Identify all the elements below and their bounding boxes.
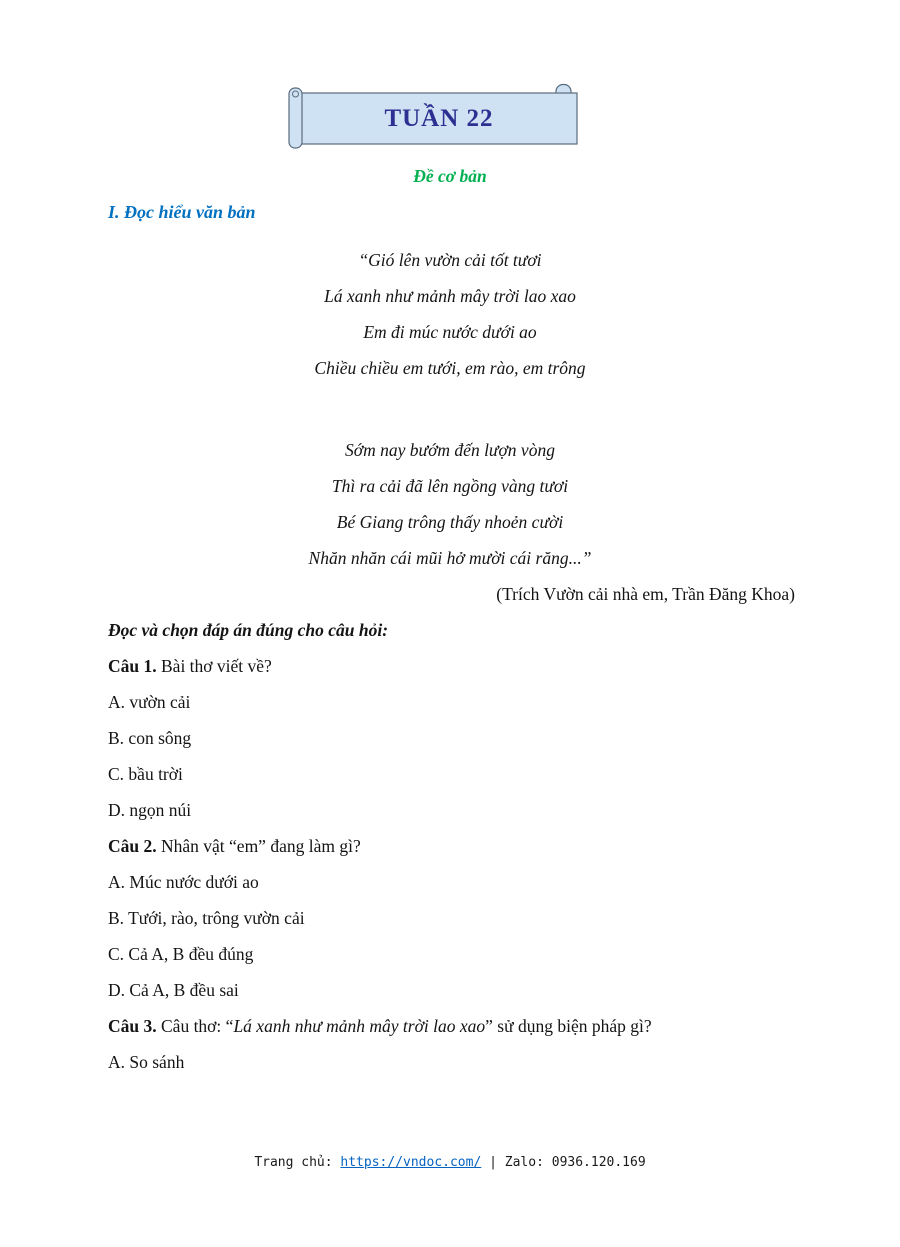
- banner-title: TUẦN 22: [384, 104, 494, 132]
- poem-attribution: (Trích Vườn cải nhà em, Trần Đăng Khoa): [496, 584, 795, 604]
- subtitle: Đề cơ bản: [413, 166, 487, 186]
- question-1-option-c: C. bầu trời: [108, 764, 183, 784]
- question-3-option-a: A. So sánh: [108, 1052, 185, 1072]
- poem-line: “Gió lên vườn cải tốt tươi: [358, 250, 542, 270]
- poem-line: Thì ra cải đã lên ngồng vàng tươi: [331, 476, 569, 496]
- question-quoted-verse: Lá xanh như mảnh mây trời lao xao: [233, 1016, 486, 1036]
- footer-separator: |: [481, 1155, 505, 1170]
- question-2-option-b: B. Tưới, rào, trông vườn cải: [108, 908, 305, 928]
- question-text-after-quote: ” sử dụng biện pháp gì?: [485, 1016, 652, 1036]
- question-section: [0, 612, 900, 1080]
- instruction: Đọc và chọn đáp án đúng cho câu hỏi:: [108, 620, 389, 640]
- question-2: [108, 828, 900, 864]
- footer-home-label: Trang chủ:: [254, 1155, 341, 1170]
- question-2-option-d: D. Cả A, B đều sai: [108, 980, 239, 1000]
- question-1-option-b: B. con sông: [108, 728, 192, 748]
- question-label: Câu 3.: [108, 1016, 157, 1036]
- poem-line: Sớm nay bướm đến lượn vòng: [345, 440, 555, 460]
- poem-line: Bé Giang trông thấy nhoẻn cười: [336, 512, 564, 532]
- question-2-option-c: C. Cả A, B đều đúng: [108, 944, 254, 964]
- poem-line: Em đi múc nước dưới ao: [363, 322, 537, 342]
- poem-line: Chiều chiều em tưới, em rào, em trông: [314, 358, 586, 378]
- question-label: Câu 1.: [108, 656, 157, 676]
- footer-zalo-label: Zalo: 0936.120.169: [504, 1155, 646, 1170]
- poem: [0, 242, 900, 576]
- question-text-before-quote: Câu thơ: “: [161, 1016, 234, 1036]
- question-2-option-a: A. Múc nước dưới ao: [108, 872, 259, 892]
- footer-homepage-link[interactable]: https://vndoc.com/: [340, 1155, 482, 1170]
- question-text: Nhân vật “em” đang làm gì?: [161, 836, 361, 856]
- page-footer: [0, 1155, 900, 1170]
- question-1-option-d: D. ngọn núi: [108, 800, 192, 820]
- poem-line: Nhăn nhăn cái mũi hở mười cái răng...”: [308, 548, 592, 568]
- section-heading: I. Đọc hiểu văn bản: [108, 202, 256, 222]
- week-banner: [285, 82, 585, 150]
- question-1-option-a: A. vườn cải: [108, 692, 191, 712]
- question-1: [108, 648, 900, 684]
- question-3: [108, 1008, 900, 1044]
- poem-line: Lá xanh như mảnh mây trời lao xao: [324, 286, 576, 306]
- question-label: Câu 2.: [108, 836, 157, 856]
- question-text: Bài thơ viết về?: [161, 656, 272, 676]
